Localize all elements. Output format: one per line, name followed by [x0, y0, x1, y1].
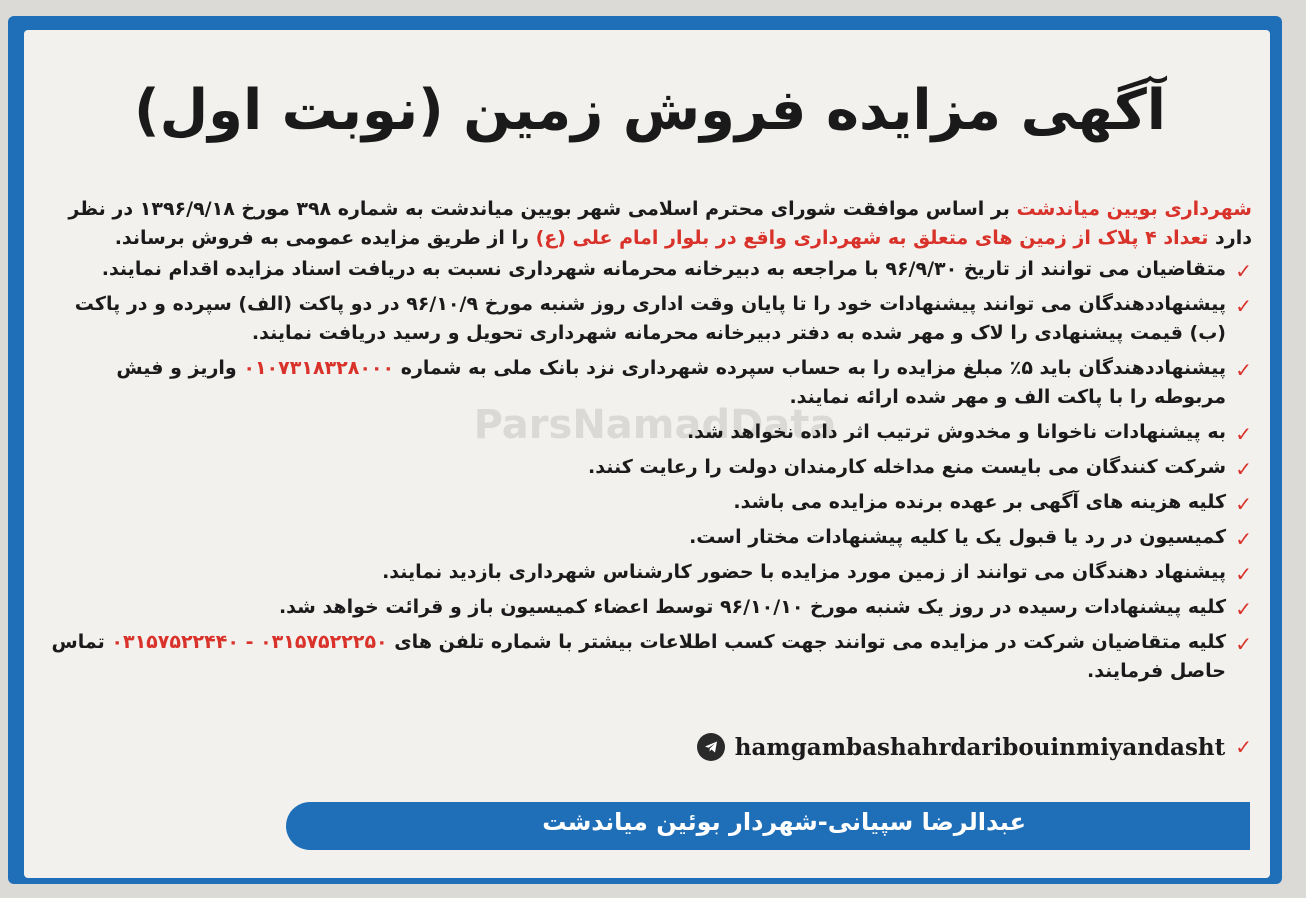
check-icon: ✓: [1235, 358, 1252, 382]
check-icon: ✓: [1235, 597, 1252, 621]
item-text: کمیسیون در رد یا قبول یک یا کلیه پیشنهادات مختار است.: [689, 526, 1226, 548]
item-text: متقاضیان می توانند از تاریخ ۹۶/۹/۳۰ با مراجعه به دبیرخانه محرمانه شهرداری نسبت به دریافت اسناد مزایده اقدام نمایند.: [101, 258, 1226, 280]
check-icon: ✓: [1235, 562, 1252, 586]
contact-text-end: تماس حاصل فرمایند.: [51, 631, 1226, 682]
check-icon: ✓: [1235, 457, 1252, 481]
list-item: [44, 453, 1252, 482]
account-number: ۰۱۰۷۳۱۸۳۲۸۰۰۰: [243, 357, 395, 379]
phone-numbers: ۰۳۱۵۷۵۲۲۲۵۰ - ۰۳۱۵۷۵۲۲۴۴۰: [111, 631, 388, 653]
check-icon: ✓: [1235, 422, 1252, 446]
check-icon: ✓: [1235, 259, 1252, 283]
list-item: [44, 558, 1252, 587]
item-text: شرکت کنندگان می بایست منع مداخله کارمندان دولت را رعایت کنند.: [588, 456, 1226, 478]
telegram-channel[interactable]: [697, 733, 1252, 761]
check-icon: ✓: [1235, 492, 1252, 516]
item-text: کلیه پیشنهادات رسیده در روز یک شنبه مورخ ۹۶/۱۰/۱۰ توسط اعضاء کمیسیون باز و قرائت خواهد شد.: [278, 596, 1226, 618]
check-icon: ✓: [1235, 294, 1252, 318]
list-item: [44, 290, 1252, 348]
check-icon: ✓: [1235, 527, 1252, 551]
check-icon: ✓: [1235, 735, 1252, 759]
telegram-icon: [697, 733, 725, 761]
intro-end: را از طریق مزایده عمومی به فروش برساند.: [114, 227, 536, 249]
municipality-name: شهرداری بویین میاندشت: [1016, 198, 1252, 220]
watermark: ParsNamadData: [473, 402, 837, 448]
item-text: پیشنهاد دهندگان می توانند از زمین مورد مزایده با حضور کارشناس شهرداری بازدید نمایند.: [382, 561, 1226, 583]
list-item: [44, 523, 1252, 552]
contact-text: کلیه متقاضیان شرکت در مزایده می توانند جهت کسب اطلاعات بیشتر با شماره تلفن های: [387, 631, 1226, 653]
telegram-handle[interactable]: hamgambashahrdaribouinmiyandasht: [734, 733, 1226, 761]
item-text: به پیشنهادات ناخوانا و مخدوش ترتیب اثر داده نخواهد شد.: [686, 421, 1226, 443]
list-item: [44, 255, 1252, 284]
list-item: [44, 593, 1252, 622]
list-item: [44, 628, 1252, 686]
mayor-signature: عبدالرضا سپیانی-شهردار بوئین میاندشت: [542, 808, 1026, 836]
intro-text: بر اساس موافقت شورای محترم اسلامی شهر بویین میاندشت به شماره ۳۹۸ مورخ ۱۳۹۶/۹/۱۸ در نظر دارد: [68, 198, 1252, 249]
notice-body: [44, 195, 1252, 692]
deposit-text: پیشنهاددهندگان باید ۵٪ مبلغ مزایده را به حساب سپرده شهرداری نزد بانک ملی به شماره: [394, 357, 1226, 379]
notice-title: آگهی مزایده فروش زمین (نوبت اول): [134, 78, 1166, 143]
intro-paragraph: [44, 195, 1252, 253]
list-item: [44, 418, 1252, 447]
list-item: [44, 488, 1252, 517]
list-item: [44, 354, 1252, 412]
item-text: پیشنهاددهندگان می توانند پیشنهادات خود را تا پایان وقت اداری روز شنبه مورخ ۹۶/۱۰/۹ در دو پاکت (الف) سپرده و در پاکت (ب) قیمت پیشنهادی را لاک و مهر شده به دفتر دبیرخانه محرمانه شهرداری تحویل و رسید دریافت نمایند.: [74, 293, 1226, 344]
deposit-text-end: واریز و فیش مربوطه را با پاکت الف و مهر شده ارائه نمایند.: [116, 357, 1226, 408]
item-text: کلیه هزینه های آگهی بر عهده برنده مزایده می باشد.: [733, 491, 1226, 513]
land-description: تعداد ۴ پلاک از زمین های متعلق به شهرداری واقع در بلوار امام علی (ع): [535, 227, 1209, 249]
check-icon: ✓: [1235, 632, 1252, 656]
